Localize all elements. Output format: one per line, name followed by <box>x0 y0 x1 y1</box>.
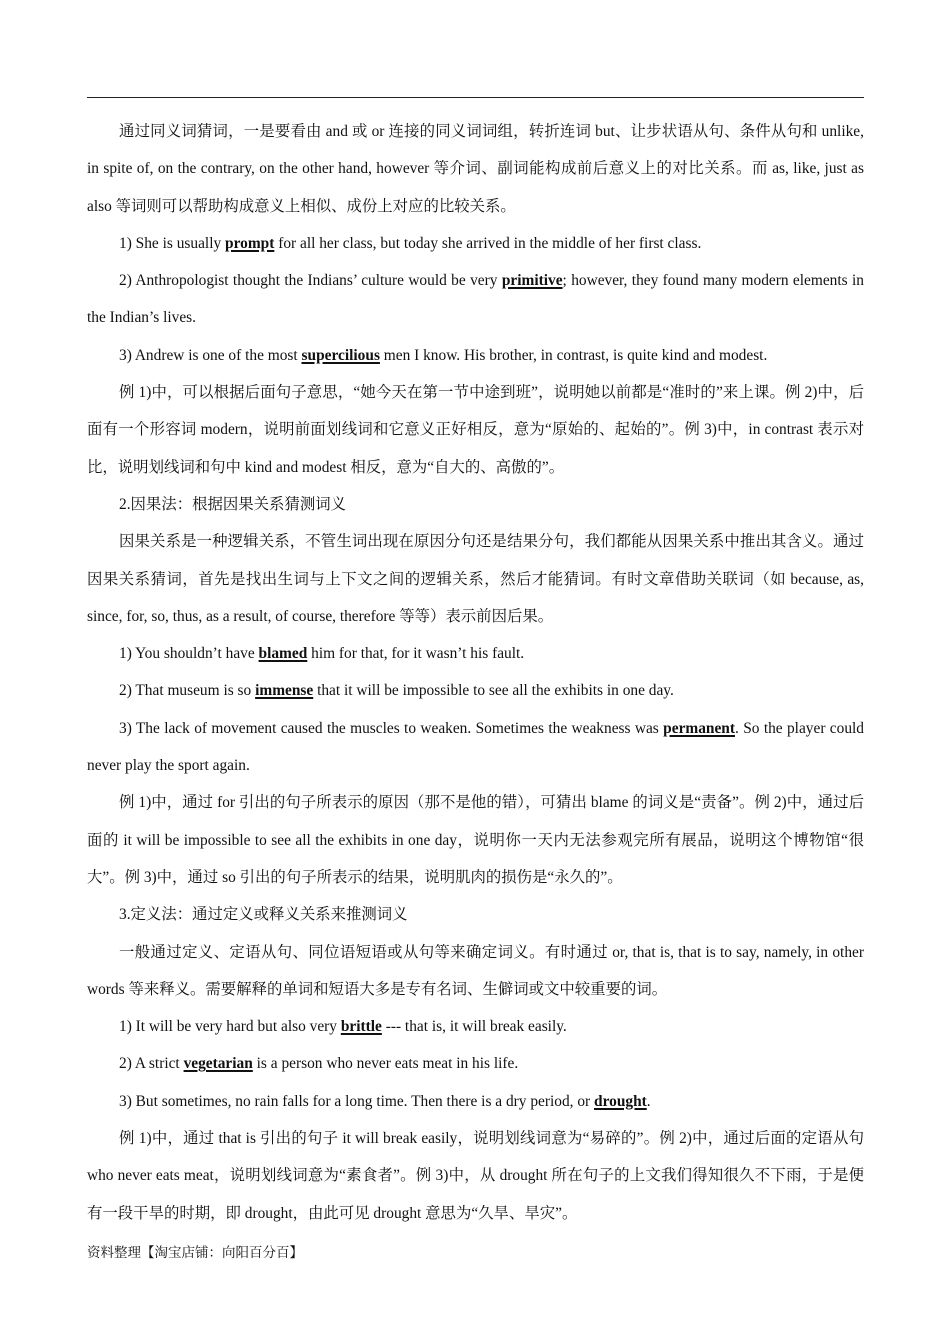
keyword-drought: drought <box>594 1092 647 1110</box>
definition-example-1: 1) It will be very hard but also very brittle --- that is, it will break easily. <box>119 1018 567 1036</box>
keyword-immense: immense <box>255 682 314 700</box>
keyword-blamed: blamed <box>258 645 308 663</box>
cause-explanation: 例 1)中，通过 for 引出的句子所表示的原因（那不是他的错），可猜出 blame 的词义是“责备”。例 2)中，通过后面的 it will be impossible to see all the exhibits in one day，说明你一天内无法参观完所有展品，说明这个博物馆“很大”。例 3)中，通过 so 引出的句子所表示的结果，说明肌肉的损伤是“永久的”。 <box>87 794 864 886</box>
cause-example-3: 3) The lack of movement caused the muscles to weaken. Sometimes the weakness was permanent. So the player could never play the sport again. <box>87 719 865 775</box>
keyword-vegetarian: vegetarian <box>183 1055 253 1073</box>
contrast-explanation: 例 1)中，可以根据后面句子意思，“她今天在第一节中途到班”，说明她以前都是“准时的”来上课。例 2)中，后面有一个形容词 modern，说明前面划线词和它意义正好相反，意为“原始的、起始的”。例 3)中，in contrast 表示对比，说明划线词和句中 kind and modest 相反，意为“自大的、高傲的”。 <box>87 384 864 476</box>
document-body <box>87 113 864 1232</box>
keyword-permanent: permanent <box>663 719 735 737</box>
definition-explanation: 例 1)中，通过 that is 引出的句子 it will break easily，说明划线词意为“易碎的”。例 2)中，通过后面的定语从句 who never eats meat，说明划线词意为“素食者”。例 3)中，从 drought 所在句子的上文我们得知很久不下雨，于是便有一段干旱的时期，即 drought，由此可见 drought 意思为“久旱、旱灾”。 <box>87 1130 864 1222</box>
cause-example-1: 1) You shouldn’t have blamed him for that, for it wasn’t his fault. <box>119 645 525 663</box>
intro-paragraph: 通过同义词猜词，一是要看由 and 或 or 连接的同义词词组，转折连词 but、让步状语从句、条件从句和 unlike, in spite of, on the contrary, on the other hand, however 等介词、副词能构成前后意义上的对比关系。而 as, like, just as also 等词则可以帮助构成意义上相似、成份上对应的比较关系。 <box>87 123 864 215</box>
footer-source: 资料整理【淘宝店铺：向阳百分百】 <box>87 1245 303 1260</box>
definition-example-2: 2) A strict vegetarian is a person who never eats meat in his life. <box>119 1055 519 1073</box>
cause-heading: 2.因果法：根据因果关系猜测词义 <box>119 495 347 513</box>
definition-intro: 一般通过定义、定语从句、同位语短语或从句等来确定词义。有时通过 or, that is, that is to say, namely, in other words 等来释义。需要解释的单词和短语大多是专有名词、生僻词或文中较重要的词。 <box>87 943 864 998</box>
definition-heading: 3.定义法：通过定义或释义关系来推测词义 <box>119 906 408 924</box>
keyword-prompt: prompt <box>225 234 275 252</box>
cause-intro: 因果关系是一种逻辑关系，不管生词出现在原因分句还是结果分句，我们都能从因果关系中推出其含义。通过因果关系猜词，首先是找出生词与上下文之间的逻辑关系，然后才能猜词。有时文章借助关联词（如 because, as, since, for, so, thus, as a result, of course, therefore 等等）表示前因后果。 <box>87 533 864 625</box>
cause-example-2: 2) That museum is so immense that it will be impossible to see all the exhibits in one day. <box>119 682 674 700</box>
keyword-brittle: brittle <box>340 1018 382 1036</box>
definition-example-3: 3) But sometimes, no rain falls for a long time. Then there is a dry period, or drought. <box>119 1092 651 1110</box>
contrast-example-3: 3) Andrew is one of the most supercilious men I know. His brother, in contrast, is quite kind and modest. <box>119 346 768 364</box>
keyword-supercilious: supercilious <box>301 346 380 364</box>
keyword-primitive: primitive <box>501 272 563 290</box>
header-rule <box>87 97 864 98</box>
contrast-example-2: 2) Anthropologist thought the Indians’ culture would be very primitive; however, they found many modern elements in the Indian’s lives. <box>87 272 864 327</box>
contrast-example-1: 1) She is usually prompt for all her class, but today she arrived in the middle of her first class. <box>119 234 702 252</box>
